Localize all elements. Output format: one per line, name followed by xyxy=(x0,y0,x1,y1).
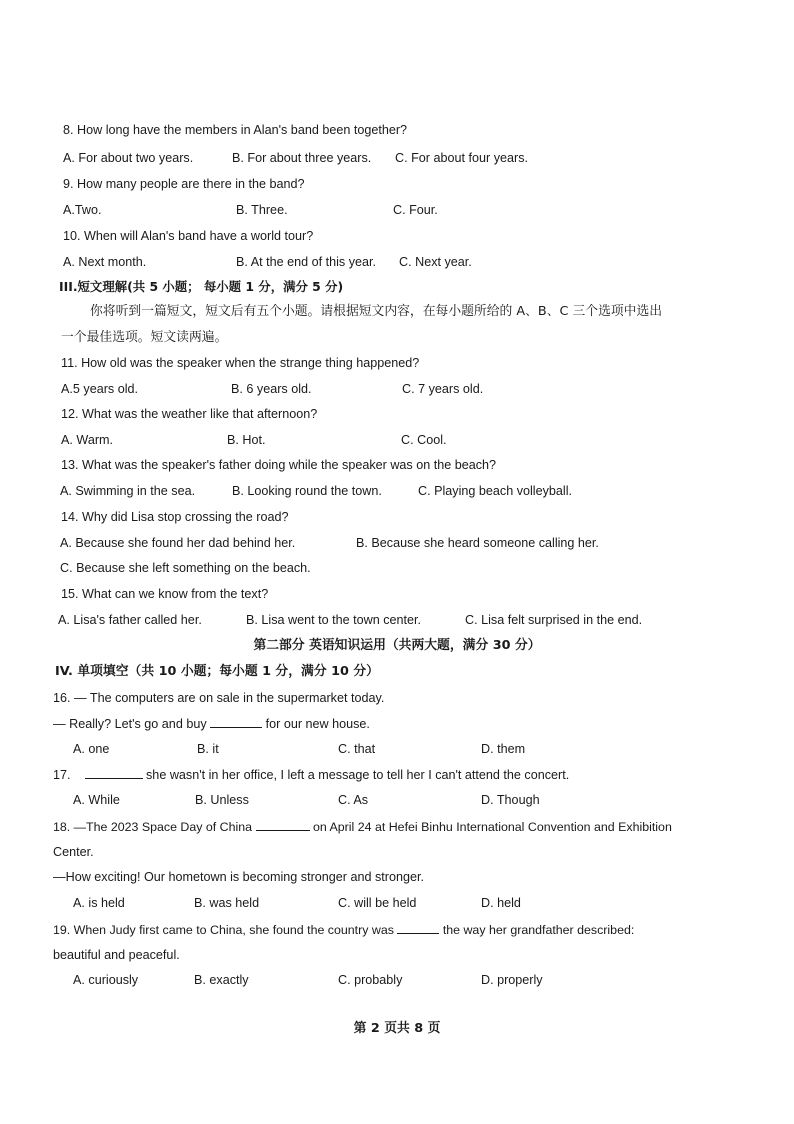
question-18-line-2: Center. xyxy=(53,845,94,859)
question-16-line-2 xyxy=(53,715,370,732)
question-11: 11. How old was the speaker when the strange thing happened? xyxy=(61,356,420,370)
q18-text-before-blank: 18. —The 2023 Space Day of China xyxy=(53,820,256,834)
question-15: 15. What can we know from the text? xyxy=(61,587,269,601)
section-3-instruction-1: 你将听到一篇短文，短文后有五个小题。请根据短文内容，在每小题所给的 A、B、C 三个选项中选出 xyxy=(90,304,663,319)
q18-option-b: B. was held xyxy=(194,896,260,910)
section-4-heading: IV. 单项填空（共 10 小题；每小题 1 分，满分 10 分） xyxy=(55,664,379,679)
question-18-line-3: —How exciting! Our hometown is becoming stronger and stronger. xyxy=(53,870,424,884)
q14-option-c: C. Because she left something on the beach. xyxy=(60,561,311,575)
section-3-heading: III.短文理解(共 5 小题； 每小题 1 分，满分 5 分) xyxy=(59,279,344,294)
q13-option-c: C. Playing beach volleyball. xyxy=(418,484,573,498)
q11-option-a: A.5 years old. xyxy=(61,382,139,396)
question-8: 8. How long have the members in Alan's band been together? xyxy=(63,123,408,137)
q17-option-c: C. As xyxy=(338,793,369,807)
q12-option-c: C. Cool. xyxy=(401,433,447,447)
question-13: 13. What was the speaker's father doing while the speaker was on the beach? xyxy=(61,458,497,472)
q18-option-a: A. is held xyxy=(73,896,125,910)
q19-text-before-blank: 19. When Judy first came to China, she found the country was xyxy=(53,923,398,937)
question-10: 10. When will Alan's band have a world tour? xyxy=(63,229,314,243)
q9-option-b: B. Three. xyxy=(236,203,288,217)
q10-option-b: B. At the end of this year. xyxy=(236,255,377,269)
q8-option-c: C. For about four years. xyxy=(395,151,528,165)
q9-option-a: A.Two. xyxy=(63,203,102,217)
question-19-line-1 xyxy=(53,921,634,938)
question-17 xyxy=(53,766,569,783)
q12-option-b: B. Hot. xyxy=(227,433,266,447)
q12-option-a: A. Warm. xyxy=(61,433,114,447)
page-number-footer: 第 2 页共 8 页 xyxy=(353,1021,441,1036)
q17-option-a: A. While xyxy=(73,793,120,807)
q8-option-b: B. For about three years. xyxy=(232,151,372,165)
section-3-instruction-2: 一个最佳选项。短文读两遍。 xyxy=(61,330,228,345)
q16-option-a: A. one xyxy=(73,742,110,756)
q15-option-a: A. Lisa's father called her. xyxy=(58,613,202,627)
q17-option-d: D. Though xyxy=(481,793,540,807)
question-12: 12. What was the weather like that afternoon? xyxy=(61,407,318,421)
q14-option-b: B. Because she heard someone calling her. xyxy=(356,536,599,550)
q14-option-a: A. Because she found her dad behind her. xyxy=(60,536,296,550)
q17-answer-blank xyxy=(85,766,143,779)
q10-option-a: A. Next month. xyxy=(63,255,147,269)
q9-option-c: C. Four. xyxy=(393,203,438,217)
q19-text-after-blank: the way her grandfather described: xyxy=(439,923,635,937)
q16-text-before-blank: — Really? Let's go and buy xyxy=(53,717,211,731)
q16-option-b: B. it xyxy=(197,742,219,756)
q15-option-c: C. Lisa felt surprised in the end. xyxy=(465,613,643,627)
q19-option-c: C. probably xyxy=(338,973,403,987)
question-14: 14. Why did Lisa stop crossing the road? xyxy=(61,510,289,524)
q10-option-c: C. Next year. xyxy=(399,255,472,269)
q16-answer-blank xyxy=(210,715,262,728)
q13-option-b: B. Looking round the town. xyxy=(232,484,382,498)
q19-option-d: D. properly xyxy=(481,973,543,987)
q17-text: she wasn't in her office, I left a message to tell her I can't attend the concert. xyxy=(142,768,570,782)
q17-number: 17. xyxy=(53,768,71,782)
q19-answer-blank xyxy=(397,921,439,934)
q11-option-b: B. 6 years old. xyxy=(231,382,312,396)
q18-option-d: D. held xyxy=(481,896,521,910)
q19-option-a: A. curiously xyxy=(73,973,139,987)
question-16-line-1: 16. — The computers are on sale in the supermarket today. xyxy=(53,691,385,705)
q16-option-d: D. them xyxy=(481,742,526,756)
q18-answer-blank xyxy=(256,818,310,831)
q18-option-c: C. will be held xyxy=(338,896,417,910)
question-18-line-1 xyxy=(53,818,672,835)
question-9: 9. How many people are there in the band? xyxy=(63,177,305,191)
q15-option-b: B. Lisa went to the town center. xyxy=(246,613,422,627)
part-2-heading: 第二部分 英语知识运用（共两大题，满分 30 分） xyxy=(253,638,541,653)
q11-option-c: C. 7 years old. xyxy=(402,382,484,396)
q16-text-after-blank: for our new house. xyxy=(262,717,370,731)
q19-option-b: B. exactly xyxy=(194,973,249,987)
q18-text-after-blank: on April 24 at Hefei Binhu International Convention and Exhibition xyxy=(309,820,672,834)
q8-option-a: A. For about two years. xyxy=(63,151,194,165)
question-19-line-2: beautiful and peaceful. xyxy=(53,948,180,962)
q13-option-a: A. Swimming in the sea. xyxy=(60,484,196,498)
q17-option-b: B. Unless xyxy=(195,793,249,807)
q16-option-c: C. that xyxy=(338,742,376,756)
